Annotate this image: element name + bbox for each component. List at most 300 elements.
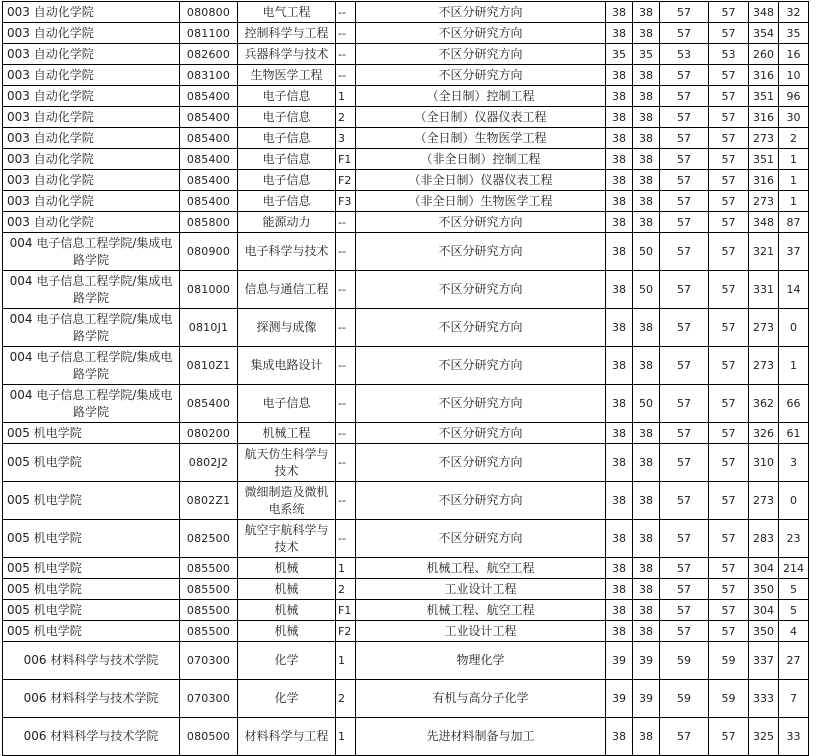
total-score-cell: 333: [749, 680, 779, 718]
subject2-score-cell: 59: [709, 680, 749, 718]
direction-cell: 不区分研究方向: [356, 233, 606, 271]
admit-count-cell: 5: [779, 600, 809, 621]
foreign-language-score-cell: 38: [633, 65, 660, 86]
direction-cell: 有机与高分子化学: [356, 680, 606, 718]
subject1-score-cell: 57: [660, 23, 709, 44]
major-code-cell: 082500: [180, 520, 238, 558]
major-name-cell: 化学: [238, 680, 336, 718]
major-name-cell: 微细制造及微机电系统: [238, 482, 336, 520]
dept-cell: 003 自动化学院: [3, 212, 180, 233]
subject1-score-cell: 57: [660, 347, 709, 385]
direction-cell: 不区分研究方向: [356, 309, 606, 347]
total-score-cell: 304: [749, 600, 779, 621]
total-score-cell: 273: [749, 128, 779, 149]
dept-cell: 005 机电学院: [3, 423, 180, 444]
major-code-cell: 081000: [180, 271, 238, 309]
foreign-language-score-cell: 38: [633, 579, 660, 600]
politics-score-cell: 38: [606, 191, 633, 212]
politics-score-cell: 38: [606, 107, 633, 128]
subject2-score-cell: 53: [709, 44, 749, 65]
table-row: [3, 271, 809, 309]
politics-score-cell: 35: [606, 44, 633, 65]
foreign-language-score-cell: 38: [633, 718, 660, 756]
politics-score-cell: 38: [606, 86, 633, 107]
subject1-score-cell: 57: [660, 482, 709, 520]
politics-score-cell: 39: [606, 680, 633, 718]
politics-score-cell: 38: [606, 149, 633, 170]
direction-code-cell: F1: [336, 600, 356, 621]
direction-code-cell: 2: [336, 107, 356, 128]
major-name-cell: 信息与通信工程: [238, 271, 336, 309]
subject2-score-cell: 57: [709, 482, 749, 520]
major-name-cell: 集成电路设计: [238, 347, 336, 385]
admit-count-cell: 0: [779, 482, 809, 520]
total-score-cell: 273: [749, 191, 779, 212]
direction-code-cell: 1: [336, 86, 356, 107]
politics-score-cell: 38: [606, 423, 633, 444]
table-row: [3, 680, 809, 718]
total-score-cell: 283: [749, 520, 779, 558]
table-row: [3, 2, 809, 23]
major-code-cell: 082600: [180, 44, 238, 65]
dept-cell: 003 自动化学院: [3, 107, 180, 128]
admit-count-cell: 66: [779, 385, 809, 423]
politics-score-cell: 38: [606, 309, 633, 347]
subject2-score-cell: 57: [709, 621, 749, 642]
foreign-language-score-cell: 38: [633, 191, 660, 212]
subject1-score-cell: 57: [660, 212, 709, 233]
direction-cell: 先进材料制备与加工: [356, 718, 606, 756]
politics-score-cell: 38: [606, 444, 633, 482]
subject1-score-cell: 57: [660, 520, 709, 558]
foreign-language-score-cell: 39: [633, 680, 660, 718]
direction-code-cell: --: [336, 233, 356, 271]
major-name-cell: 探测与成像: [238, 309, 336, 347]
major-code-cell: 080200: [180, 423, 238, 444]
direction-cell: 不区分研究方向: [356, 212, 606, 233]
total-score-cell: 325: [749, 718, 779, 756]
subject1-score-cell: 57: [660, 170, 709, 191]
major-code-cell: 081100: [180, 23, 238, 44]
direction-code-cell: --: [336, 271, 356, 309]
dept-cell: 005 机电学院: [3, 482, 180, 520]
major-name-cell: 电子信息: [238, 86, 336, 107]
direction-cell: 不区分研究方向: [356, 385, 606, 423]
table-row: [3, 44, 809, 65]
foreign-language-score-cell: 38: [633, 482, 660, 520]
major-name-cell: 电子信息: [238, 128, 336, 149]
subject2-score-cell: 57: [709, 718, 749, 756]
total-score-cell: 273: [749, 309, 779, 347]
table-row: [3, 212, 809, 233]
direction-code-cell: 2: [336, 680, 356, 718]
subject1-score-cell: 57: [660, 621, 709, 642]
admit-count-cell: 23: [779, 520, 809, 558]
total-score-cell: 316: [749, 170, 779, 191]
subject1-score-cell: 57: [660, 233, 709, 271]
direction-code-cell: --: [336, 23, 356, 44]
admit-count-cell: 7: [779, 680, 809, 718]
table-row: [3, 170, 809, 191]
table-row: [3, 347, 809, 385]
major-code-cell: 080900: [180, 233, 238, 271]
direction-cell: 不区分研究方向: [356, 423, 606, 444]
foreign-language-score-cell: 38: [633, 520, 660, 558]
total-score-cell: 351: [749, 86, 779, 107]
direction-code-cell: --: [336, 385, 356, 423]
admit-count-cell: 16: [779, 44, 809, 65]
subject2-score-cell: 57: [709, 128, 749, 149]
total-score-cell: 350: [749, 621, 779, 642]
major-name-cell: 兵器科学与技术: [238, 44, 336, 65]
foreign-language-score-cell: 50: [633, 271, 660, 309]
major-name-cell: 电子信息: [238, 170, 336, 191]
subject1-score-cell: 59: [660, 680, 709, 718]
subject1-score-cell: 57: [660, 309, 709, 347]
foreign-language-score-cell: 38: [633, 600, 660, 621]
direction-cell: （全日制）生物医学工程: [356, 128, 606, 149]
direction-cell: 工业设计工程: [356, 579, 606, 600]
subject2-score-cell: 57: [709, 149, 749, 170]
major-code-cell: 085400: [180, 107, 238, 128]
subject1-score-cell: 57: [660, 718, 709, 756]
major-code-cell: 085400: [180, 128, 238, 149]
major-code-cell: 080500: [180, 718, 238, 756]
politics-score-cell: 38: [606, 579, 633, 600]
table-row: [3, 23, 809, 44]
table-body: [3, 2, 809, 756]
admit-count-cell: 27: [779, 642, 809, 680]
direction-code-cell: 1: [336, 718, 356, 756]
foreign-language-score-cell: 50: [633, 233, 660, 271]
major-name-cell: 材料科学与工程: [238, 718, 336, 756]
dept-cell: 005 机电学院: [3, 621, 180, 642]
direction-code-cell: 1: [336, 642, 356, 680]
subject2-score-cell: 57: [709, 212, 749, 233]
dept-cell: 004 电子信息工程学院/集成电路学院: [3, 271, 180, 309]
subject1-score-cell: 57: [660, 444, 709, 482]
subject2-score-cell: 57: [709, 2, 749, 23]
foreign-language-score-cell: 38: [633, 423, 660, 444]
total-score-cell: 321: [749, 233, 779, 271]
major-name-cell: 电子信息: [238, 385, 336, 423]
major-name-cell: 航空宇航科学与技术: [238, 520, 336, 558]
admit-count-cell: 35: [779, 23, 809, 44]
dept-cell: 004 电子信息工程学院/集成电路学院: [3, 309, 180, 347]
direction-code-cell: 2: [336, 579, 356, 600]
subject2-score-cell: 57: [709, 86, 749, 107]
major-code-cell: 085400: [180, 149, 238, 170]
foreign-language-score-cell: 38: [633, 347, 660, 385]
foreign-language-score-cell: 38: [633, 107, 660, 128]
foreign-language-score-cell: 39: [633, 642, 660, 680]
admit-count-cell: 30: [779, 107, 809, 128]
admit-count-cell: 0: [779, 309, 809, 347]
major-name-cell: 电子信息: [238, 107, 336, 128]
subject2-score-cell: 57: [709, 347, 749, 385]
total-score-cell: 348: [749, 2, 779, 23]
politics-score-cell: 38: [606, 233, 633, 271]
subject1-score-cell: 57: [660, 2, 709, 23]
admit-count-cell: 4: [779, 621, 809, 642]
major-name-cell: 化学: [238, 642, 336, 680]
dept-cell: 003 自动化学院: [3, 65, 180, 86]
subject1-score-cell: 57: [660, 423, 709, 444]
direction-code-cell: --: [336, 2, 356, 23]
direction-code-cell: --: [336, 44, 356, 65]
subject2-score-cell: 57: [709, 65, 749, 86]
politics-score-cell: 38: [606, 558, 633, 579]
direction-cell: （全日制）控制工程: [356, 86, 606, 107]
total-score-cell: 316: [749, 65, 779, 86]
major-code-cell: 085400: [180, 385, 238, 423]
table-row: [3, 642, 809, 680]
direction-cell: 不区分研究方向: [356, 520, 606, 558]
direction-cell: 不区分研究方向: [356, 482, 606, 520]
subject1-score-cell: 53: [660, 44, 709, 65]
major-code-cell: 070300: [180, 680, 238, 718]
major-code-cell: 085500: [180, 579, 238, 600]
admit-count-cell: 96: [779, 86, 809, 107]
total-score-cell: 337: [749, 642, 779, 680]
foreign-language-score-cell: 38: [633, 86, 660, 107]
politics-score-cell: 38: [606, 600, 633, 621]
politics-score-cell: 38: [606, 128, 633, 149]
foreign-language-score-cell: 38: [633, 621, 660, 642]
table-row: [3, 86, 809, 107]
subject2-score-cell: 57: [709, 191, 749, 212]
foreign-language-score-cell: 38: [633, 444, 660, 482]
dept-cell: 006 材料科学与技术学院: [3, 642, 180, 680]
dept-cell: 006 材料科学与技术学院: [3, 680, 180, 718]
direction-cell: （非全日制）仪器仪表工程: [356, 170, 606, 191]
direction-cell: （非全日制）控制工程: [356, 149, 606, 170]
table-row: [3, 558, 809, 579]
subject1-score-cell: 57: [660, 65, 709, 86]
total-score-cell: 273: [749, 482, 779, 520]
direction-code-cell: --: [336, 309, 356, 347]
major-name-cell: 机械: [238, 579, 336, 600]
score-table: [2, 1, 809, 756]
politics-score-cell: 38: [606, 520, 633, 558]
subject1-score-cell: 59: [660, 642, 709, 680]
admit-count-cell: 5: [779, 579, 809, 600]
admit-count-cell: 1: [779, 347, 809, 385]
major-name-cell: 机械: [238, 558, 336, 579]
admit-count-cell: 32: [779, 2, 809, 23]
major-code-cell: 070300: [180, 642, 238, 680]
table-row: [3, 309, 809, 347]
subject2-score-cell: 57: [709, 600, 749, 621]
major-code-cell: 0810J1: [180, 309, 238, 347]
direction-code-cell: --: [336, 444, 356, 482]
major-name-cell: 电子信息: [238, 149, 336, 170]
direction-code-cell: --: [336, 520, 356, 558]
subject2-score-cell: 57: [709, 444, 749, 482]
direction-code-cell: --: [336, 482, 356, 520]
direction-cell: （非全日制）生物医学工程: [356, 191, 606, 212]
table-row: [3, 149, 809, 170]
direction-cell: 不区分研究方向: [356, 347, 606, 385]
subject1-score-cell: 57: [660, 385, 709, 423]
table-row: [3, 718, 809, 756]
admit-count-cell: 10: [779, 65, 809, 86]
major-name-cell: 电子科学与技术: [238, 233, 336, 271]
direction-cell: 物理化学: [356, 642, 606, 680]
dept-cell: 004 电子信息工程学院/集成电路学院: [3, 347, 180, 385]
admit-count-cell: 61: [779, 423, 809, 444]
foreign-language-score-cell: 38: [633, 149, 660, 170]
direction-cell: 机械工程、航空工程: [356, 558, 606, 579]
subject2-score-cell: 57: [709, 423, 749, 444]
table-row: [3, 107, 809, 128]
table-row: [3, 579, 809, 600]
dept-cell: 005 机电学院: [3, 558, 180, 579]
subject1-score-cell: 57: [660, 271, 709, 309]
total-score-cell: 273: [749, 347, 779, 385]
dept-cell: 003 自动化学院: [3, 23, 180, 44]
dept-cell: 003 自动化学院: [3, 149, 180, 170]
politics-score-cell: 38: [606, 385, 633, 423]
table-row: [3, 600, 809, 621]
direction-cell: 不区分研究方向: [356, 271, 606, 309]
subject2-score-cell: 57: [709, 309, 749, 347]
major-code-cell: 085500: [180, 558, 238, 579]
subject2-score-cell: 57: [709, 579, 749, 600]
subject1-score-cell: 57: [660, 600, 709, 621]
major-code-cell: 085400: [180, 191, 238, 212]
direction-code-cell: F2: [336, 621, 356, 642]
direction-code-cell: --: [336, 212, 356, 233]
admit-count-cell: 1: [779, 191, 809, 212]
major-name-cell: 能源动力: [238, 212, 336, 233]
admit-count-cell: 14: [779, 271, 809, 309]
major-code-cell: 080800: [180, 2, 238, 23]
subject1-score-cell: 57: [660, 579, 709, 600]
total-score-cell: 348: [749, 212, 779, 233]
politics-score-cell: 38: [606, 271, 633, 309]
total-score-cell: 350: [749, 579, 779, 600]
table-row: [3, 233, 809, 271]
foreign-language-score-cell: 50: [633, 385, 660, 423]
major-name-cell: 电气工程: [238, 2, 336, 23]
direction-code-cell: --: [336, 65, 356, 86]
direction-code-cell: --: [336, 423, 356, 444]
total-score-cell: 316: [749, 107, 779, 128]
admit-count-cell: 2: [779, 128, 809, 149]
admit-count-cell: 1: [779, 149, 809, 170]
foreign-language-score-cell: 38: [633, 212, 660, 233]
politics-score-cell: 38: [606, 482, 633, 520]
major-code-cell: 085400: [180, 170, 238, 191]
foreign-language-score-cell: 38: [633, 309, 660, 347]
dept-cell: 005 机电学院: [3, 579, 180, 600]
admit-count-cell: 1: [779, 170, 809, 191]
table-row: [3, 482, 809, 520]
total-score-cell: 362: [749, 385, 779, 423]
major-name-cell: 机械: [238, 621, 336, 642]
foreign-language-score-cell: 38: [633, 170, 660, 191]
major-code-cell: 085800: [180, 212, 238, 233]
politics-score-cell: 38: [606, 170, 633, 191]
dept-cell: 006 材料科学与技术学院: [3, 718, 180, 756]
admit-count-cell: 33: [779, 718, 809, 756]
subject2-score-cell: 57: [709, 271, 749, 309]
subject2-score-cell: 57: [709, 385, 749, 423]
table-row: [3, 65, 809, 86]
direction-cell: 不区分研究方向: [356, 65, 606, 86]
dept-cell: 005 机电学院: [3, 444, 180, 482]
dept-cell: 005 机电学院: [3, 600, 180, 621]
politics-score-cell: 38: [606, 621, 633, 642]
dept-cell: 004 电子信息工程学院/集成电路学院: [3, 233, 180, 271]
subject1-score-cell: 57: [660, 149, 709, 170]
direction-code-cell: 1: [336, 558, 356, 579]
dept-cell: 003 自动化学院: [3, 191, 180, 212]
direction-cell: 工业设计工程: [356, 621, 606, 642]
major-code-cell: 0802Z1: [180, 482, 238, 520]
dept-cell: 005 机电学院: [3, 520, 180, 558]
politics-score-cell: 38: [606, 2, 633, 23]
direction-cell: 不区分研究方向: [356, 44, 606, 65]
direction-code-cell: --: [336, 347, 356, 385]
politics-score-cell: 39: [606, 642, 633, 680]
direction-cell: （全日制）仪器仪表工程: [356, 107, 606, 128]
total-score-cell: 354: [749, 23, 779, 44]
major-code-cell: 085500: [180, 600, 238, 621]
table-row: [3, 444, 809, 482]
direction-cell: 不区分研究方向: [356, 444, 606, 482]
admit-count-cell: 87: [779, 212, 809, 233]
politics-score-cell: 38: [606, 65, 633, 86]
table-row: [3, 128, 809, 149]
total-score-cell: 331: [749, 271, 779, 309]
major-code-cell: 0802J2: [180, 444, 238, 482]
dept-cell: 003 自动化学院: [3, 86, 180, 107]
politics-score-cell: 38: [606, 212, 633, 233]
direction-code-cell: 3: [336, 128, 356, 149]
direction-code-cell: F3: [336, 191, 356, 212]
major-name-cell: 机械工程: [238, 423, 336, 444]
dept-cell: 003 自动化学院: [3, 170, 180, 191]
subject2-score-cell: 57: [709, 558, 749, 579]
foreign-language-score-cell: 38: [633, 2, 660, 23]
dept-cell: 003 自动化学院: [3, 128, 180, 149]
direction-cell: 不区分研究方向: [356, 2, 606, 23]
major-code-cell: 085500: [180, 621, 238, 642]
direction-code-cell: F1: [336, 149, 356, 170]
politics-score-cell: 38: [606, 718, 633, 756]
subject1-score-cell: 57: [660, 128, 709, 149]
subject1-score-cell: 57: [660, 191, 709, 212]
foreign-language-score-cell: 38: [633, 558, 660, 579]
dept-cell: 003 自动化学院: [3, 2, 180, 23]
major-code-cell: 083100: [180, 65, 238, 86]
dept-cell: 003 自动化学院: [3, 44, 180, 65]
politics-score-cell: 38: [606, 23, 633, 44]
subject1-score-cell: 57: [660, 107, 709, 128]
total-score-cell: 310: [749, 444, 779, 482]
direction-cell: 不区分研究方向: [356, 23, 606, 44]
table-row: [3, 191, 809, 212]
foreign-language-score-cell: 38: [633, 128, 660, 149]
table-row: [3, 520, 809, 558]
major-code-cell: 0810Z1: [180, 347, 238, 385]
subject1-score-cell: 57: [660, 86, 709, 107]
table-row: [3, 385, 809, 423]
foreign-language-score-cell: 35: [633, 44, 660, 65]
admit-count-cell: 3: [779, 444, 809, 482]
